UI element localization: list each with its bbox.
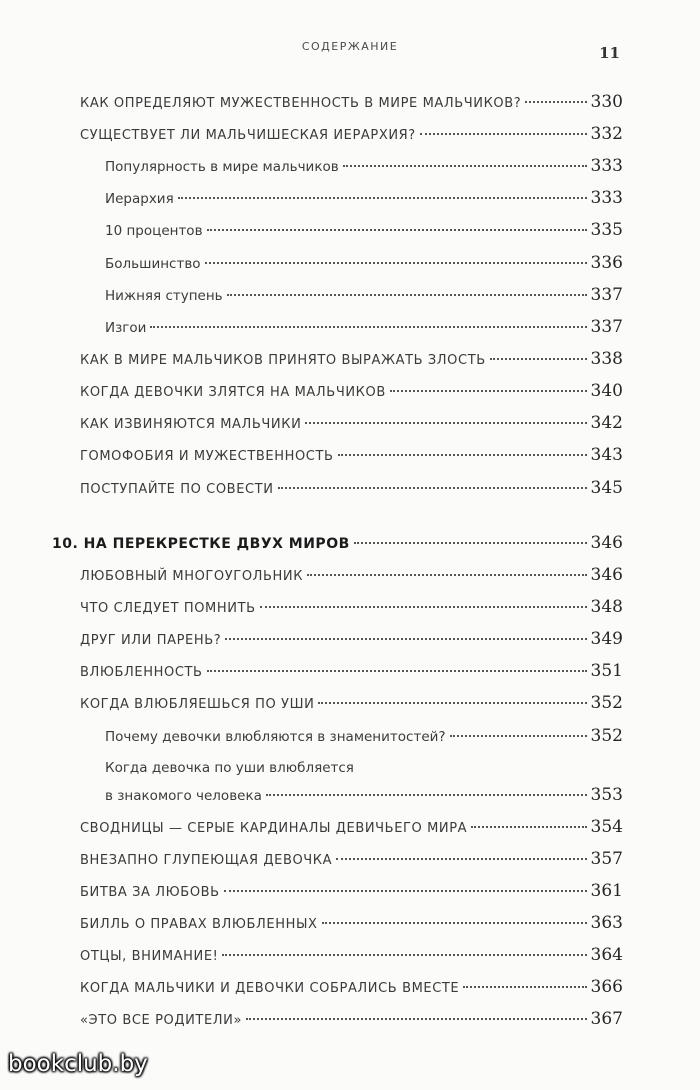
dot-leader [225,638,586,640]
toc-entry [80,478,623,498]
toc-entry-title: ПОСТУПАЙТЕ ПО СОВЕСТИ [80,482,274,497]
dot-leader [278,487,587,489]
toc-entry-title: КОГДА ВЛЮБЛЯЕШЬСЯ ПО УШИ [80,697,315,712]
dot-leader [222,954,586,956]
toc-entry-title: КОГДА МАЛЬЧИКИ И ДЕВОЧКИ СОБРАЛИСЬ ВМЕСТЕ [80,981,460,996]
dot-leader [336,858,586,860]
toc-entry-title: 10 процентов [105,223,203,239]
toc-entry-page: 346 [590,565,623,585]
toc-entry-page: 352 [590,726,623,746]
toc-entry-title-line: Когда девочка по уши влюбляется [105,760,354,776]
toc-entry-page: 338 [590,349,623,369]
toc-entry [80,913,623,933]
toc-entry-title: в знакомого человека [105,788,262,804]
toc-entry-page: 366 [590,977,623,997]
toc-entry-page: 361 [590,881,623,901]
toc-entry [80,849,623,869]
toc-entry-page: 352 [590,693,623,713]
toc-entry-page: 353 [590,785,623,805]
toc-entry [105,317,623,337]
toc-entry-page: 351 [590,661,623,681]
toc-entry-page: 348 [590,597,623,617]
toc-entry [105,785,623,805]
toc-entry-page: 330 [590,92,623,112]
dot-leader [490,358,587,360]
dot-leader [343,165,587,167]
dot-leader [246,1018,587,1020]
toc-entry [80,413,623,433]
toc-entry [80,597,623,617]
dot-leader [266,794,587,796]
toc-chapter-title: 10. НА ПЕРЕКРЕСТКЕ ДВУХ МИРОВ [52,536,350,552]
toc-entry-title: ВНЕЗАПНО ГЛУПЕЮЩАЯ ДЕВОЧКА [80,853,333,868]
toc-entry [105,726,623,746]
dot-leader [307,574,586,576]
toc-entry-title: Нижняя ступень [105,288,223,304]
watermark: bookclub.by [8,1051,148,1077]
toc-entry [105,156,623,176]
toc-entry [80,92,623,112]
toc-entry-page: 340 [590,381,623,401]
toc-entry-title: «ЭТО ВСЕ РОДИТЕЛИ» [80,1013,243,1028]
running-head: СОДЕРЖАНИЕ [301,40,399,53]
toc-entry-page: 349 [590,629,623,649]
toc-entry-title: Большинство [105,256,201,272]
toc-entry-page: 363 [590,913,623,933]
dot-leader [207,670,587,672]
toc-entry-page: 364 [590,945,623,965]
toc-entry-title: ОТЦЫ, ВНИМАНИЕ! [80,949,219,964]
toc-entry-title: Иерархия [105,191,174,207]
toc-entry-title: СУЩЕСТВУЕТ ЛИ МАЛЬЧИШЕСКАЯ ИЕРАРХИЯ? [80,128,416,143]
dot-leader [450,735,587,737]
toc-entry [80,1009,623,1029]
toc-entry-title: Изгои [105,320,147,336]
toc-entry-page: 345 [590,478,623,498]
dot-leader [205,262,587,264]
toc-chapter [52,533,623,553]
toc-entry-page: 337 [590,317,623,337]
toc-entry-page: 346 [590,533,623,553]
toc-entry-title: Почему девочки влюбляются в знаменитостей? [105,729,446,745]
toc-entry [80,349,623,369]
toc-entry-title: БИТВА ЗА ЛЮБОВЬ [80,885,220,900]
toc-entry-page: 343 [590,445,623,465]
dot-leader [420,133,587,135]
dot-leader [260,606,587,608]
dot-leader [305,422,586,424]
toc-entry-title: ГОМОФОБИЯ И МУЖЕСТВЕННОСТЬ [80,449,334,464]
toc-entry [80,381,623,401]
toc-entry-title: КОГДА ДЕВОЧКИ ЗЛЯТСЯ НА МАЛЬЧИКОВ [80,385,386,400]
toc-entry [105,220,623,240]
dot-leader [227,294,587,296]
toc-entry [105,253,623,273]
toc-entry-page: 367 [590,1009,623,1029]
toc-entry-title: БИЛЛЬ О ПРАВАХ ВЛЮБЛЕННЫХ [80,917,318,932]
toc-entry [80,124,623,144]
dot-leader [338,454,587,456]
toc-entry-title: ВЛЮБЛЕННОСТЬ [80,665,203,680]
toc-entry-title: КАК ОПРЕДЕЛЯЮТ МУЖЕСТВЕННОСТЬ В МИРЕ МАЛЬЧИКОВ? [80,96,522,111]
toc-entry-title: ДРУГ ИЛИ ПАРЕНЬ? [80,633,222,648]
dot-leader [354,542,587,544]
dot-leader [318,702,586,704]
toc-entry-page: 333 [590,188,623,208]
toc-entry [80,693,623,713]
toc-entry-title: КАК В МИРЕ МАЛЬЧИКОВ ПРИНЯТО ВЫРАЖАТЬ ЗЛОСТЬ [80,353,486,368]
toc-entry-page: 337 [590,285,623,305]
toc-entry [80,629,623,649]
toc-entry-page: 333 [590,156,623,176]
toc-entry [80,661,623,681]
toc-entry [80,565,623,585]
dot-leader [178,197,587,199]
toc-entry [105,285,623,305]
toc-entry-title: ЛЮБОВНЫЙ МНОГОУГОЛЬНИК [80,569,304,584]
dot-leader [150,326,586,328]
toc-entry-title: ЧТО СЛЕДУЕТ ПОМНИТЬ [80,601,256,616]
toc-entry-title: СВОДНИЦЫ — СЕРЫЕ КАРДИНАЛЫ ДЕВИЧЬЕГО МИРА [80,821,468,836]
dot-leader [322,922,587,924]
toc-entry-title: Популярность в мире мальчиков [105,159,339,175]
page-number: 11 [599,44,620,62]
dot-leader [525,101,586,103]
dot-leader [463,986,586,988]
toc-entry [80,881,623,901]
toc-entry [105,188,623,208]
toc-entry [80,445,623,465]
dot-leader [207,229,587,231]
toc-entry-page: 336 [590,253,623,273]
toc-entry [80,817,623,837]
toc-entry [80,977,623,997]
toc-entry-page: 332 [590,124,623,144]
toc-entry-title: КАК ИЗВИНЯЮТСЯ МАЛЬЧИКИ [80,417,302,432]
toc-entry-page: 335 [590,220,623,240]
toc-entry-page: 342 [590,413,623,433]
toc-entry [80,945,623,965]
toc-entry-page: 357 [590,849,623,869]
toc-entry-page: 354 [590,817,623,837]
dot-leader [224,890,587,892]
dot-leader [471,826,586,828]
dot-leader [390,390,587,392]
